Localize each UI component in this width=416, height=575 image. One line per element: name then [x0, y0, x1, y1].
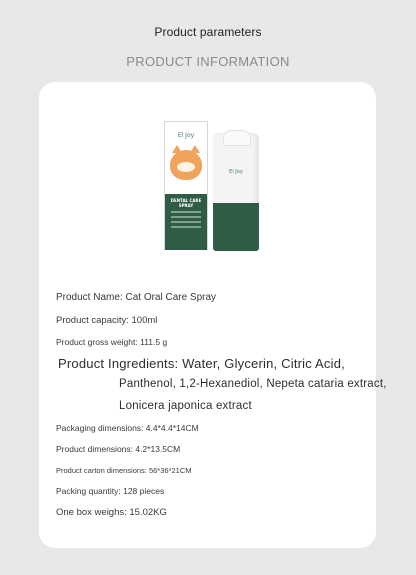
- spec-gross-weight: Product gross weight: 111.5 g: [56, 337, 168, 347]
- bottle-label-panel: [213, 203, 259, 251]
- spec-ingredients-line-3: Lonicera japonica extract: [119, 400, 252, 412]
- spec-capacity: Product capacity: 100ml: [56, 315, 158, 326]
- product-box: [164, 121, 208, 250]
- product-info-card: [39, 82, 387, 548]
- product-image: [164, 119, 260, 255]
- spec-ingredients-line-2: Panthenol, 1,2-Hexanediol, Nepeta cataria extract,: [119, 378, 387, 390]
- cat-illustration: [170, 150, 202, 180]
- page-title: Product parameters: [154, 25, 262, 39]
- box-label-panel: [165, 194, 207, 250]
- spec-packing-quantity: Packing quantity: 128 pieces: [56, 486, 165, 496]
- spec-ingredients-line-1: Product Ingredients: Water, Glycerin, Citric Acid,: [58, 356, 345, 371]
- page-subtitle: PRODUCT INFORMATION: [126, 54, 290, 69]
- box-label-title: DENTAL CARE SPRAY: [170, 198, 202, 208]
- bottle-brand-logo: El Joy: [229, 169, 243, 175]
- spec-carton-dimensions: Product carton dimensions: 56*36*21CM: [56, 466, 192, 475]
- box-brand-logo: El Joy: [177, 132, 195, 139]
- spec-box-weight: One box weighs: 15.02KG: [56, 507, 167, 518]
- spec-product-dimensions: Product dimensions: 4.2*13.5CM: [56, 444, 181, 454]
- bottle-cap: [223, 130, 251, 146]
- spec-product-name: Product Name: Cat Oral Care Spray: [56, 292, 217, 303]
- spec-packaging-dimensions: Packaging dimensions: 4.4*4.4*14CM: [56, 423, 199, 433]
- spray-bottle: [213, 133, 259, 251]
